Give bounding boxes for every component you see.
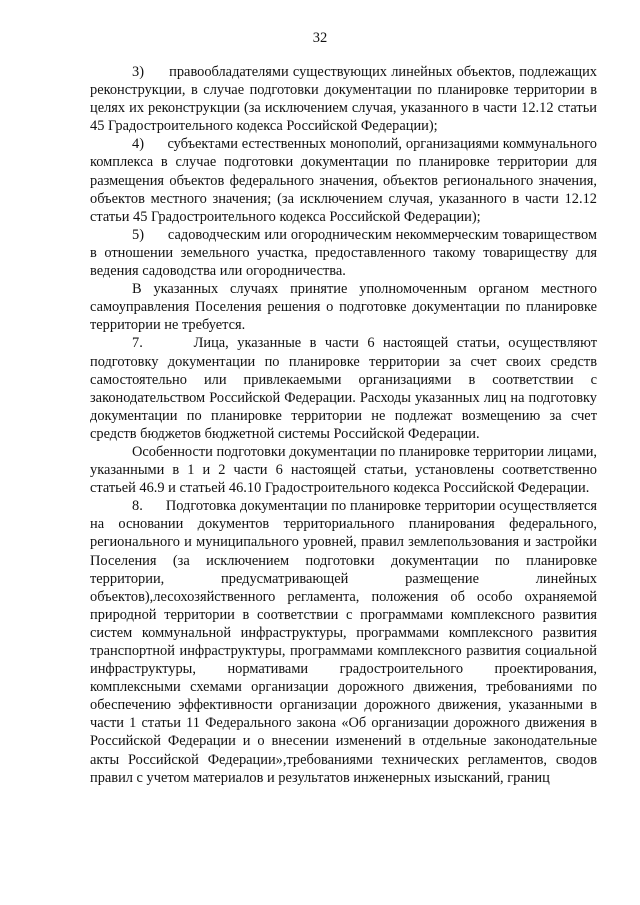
paragraph-exception-note: В указанных случаях принятие уполномоченным органом местного самоуправления Поселения решения о подготовке документации по планировке территории не требуется. [90, 281, 597, 334]
paragraph-clause-7: 7. Лица, указанные в части 6 настоящей статьи, осуществляют подготовку документации по планировке территории за счет своих средств самостоятельно или привлекаемыми организациями в соответствии с законодательством Российской Федерации. Расходы указанных лиц на подготовку документации по планировке территории не подлежат возмещению за счет средств бюджетов бюджетной системы Российской Федерации. [90, 335, 597, 442]
paragraph-item-3: 3) правообладателями существующих линейных объектов, подлежащих реконструкции, в случае подготовки документации по планировке территории в целях их реконструкции (за исключением случая, указанного в части 12.12 статьи 45 Градостроительного кодекса Российской Федерации); [90, 64, 597, 135]
paragraph-special-features: Особенности подготовки документации по планировке территории лицами, указанными в 1 и 2 части 6 настоящей статьи, установлены соответственно статьей 46.9 и статьей 46.10 Градостроительного кодекса Российской Федерации. [90, 443, 597, 497]
page-number: 32 [312, 30, 328, 46]
paragraph-clause-8: 8. Подготовка документации по планировке территории осуществляется на основании документов территориального планирования федерального, регионального и муниципального уровней, правил землепользования и застройки Поселения (за исключением подготовки документации по планировке территории, предусматривающей размещение линейных объектов),лесохозяйственного регламента, положения об особо охраняемой природной территории в соответствии с программами комплексного развития систем коммунальной инфраструктуры, программами комплексного развития транспортной инфраструктуры, программами комплексного развития социальной инфраструктуры, нормативами градостроительного проектирования, комплексными схемами организации дорожного движения, требованиями по обеспечению эффективности организации дорожного движения, указанными в части 1 статьи 11 Федерального закона «Об организации дорожного движения в Российской Федерации и о внесении изменений в отдельные законодательные акты Российской Федерации»,требованиями технических регламентов, сводов правил с учетом материалов и результатов инженерных изысканий, границ [90, 498, 597, 786]
paragraph-item-4: 4) субъектами естественных монополий, организациями коммунального комплекса в случае подготовки документации по планировке территории для размещения объектов федерального значения, объектов регионального значения, объектов местного значения; (за исключением случая, указанного в части 12.12 статьи 45 Градостроительного кодекса Российской Федерации); [90, 136, 597, 225]
document-body [90, 63, 597, 787]
paragraph-item-5: 5) садоводческим или огородническим некоммерческим товариществом в отношении земельного участка, предоставленного такому товариществу для ведения садоводства или огородничества. [90, 226, 597, 280]
